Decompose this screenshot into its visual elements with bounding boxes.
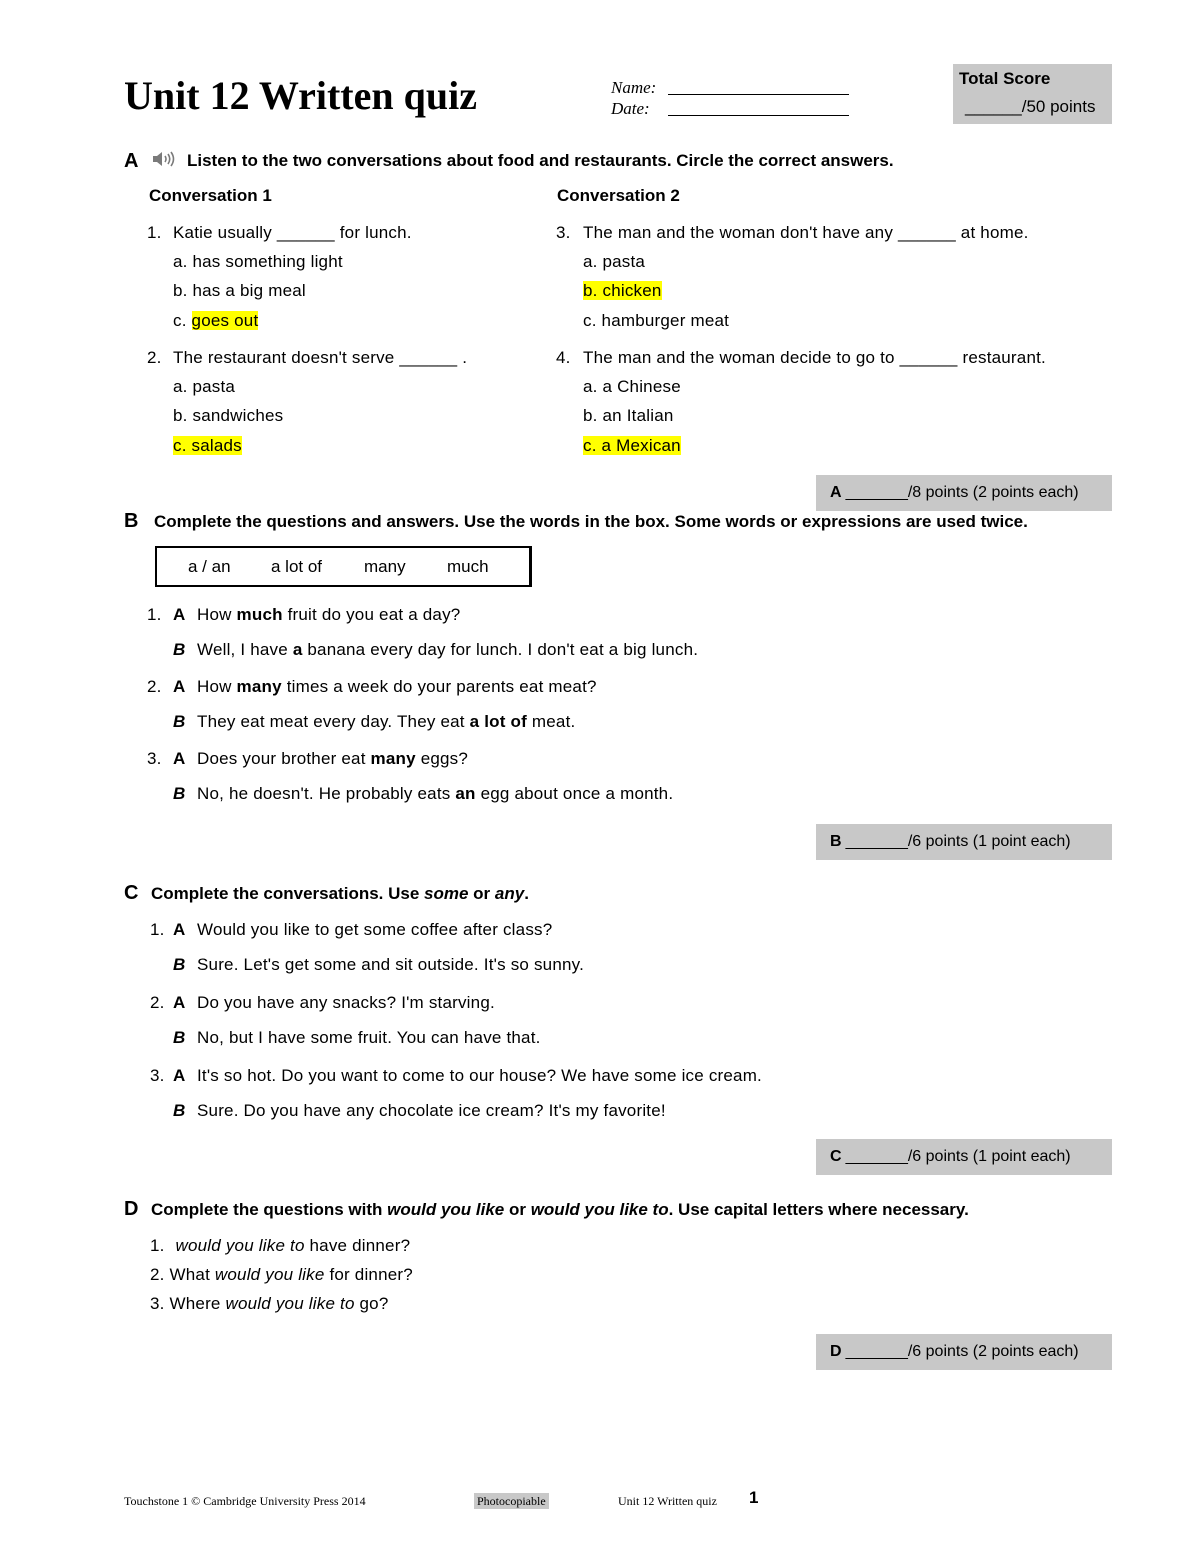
c-item-3-line-b bbox=[173, 1101, 666, 1121]
score-letter: B bbox=[830, 833, 842, 850]
question-2-option-c bbox=[173, 436, 242, 456]
speaker-b-label: B bbox=[173, 955, 186, 974]
text: No, he doesn't. He probably eats bbox=[197, 784, 456, 803]
c-item-1-number: 1. bbox=[150, 920, 165, 939]
text: They eat meat every day. They eat bbox=[197, 712, 470, 731]
b-item-3-line-b bbox=[173, 784, 673, 804]
question-4-stem: The man and the woman decide to go to ______ restaurant. bbox=[583, 348, 1046, 367]
speaker-icon bbox=[151, 149, 177, 169]
question-1-option-a: a. has something light bbox=[173, 252, 343, 271]
speaker-a-label: A bbox=[173, 605, 186, 624]
section-c-instruction bbox=[151, 884, 529, 904]
d-item-1 bbox=[150, 1236, 410, 1256]
name-line bbox=[668, 94, 849, 95]
c-item-2-line-a bbox=[173, 993, 495, 1013]
question-4-number: 4. bbox=[556, 348, 571, 367]
b-item-1-line-a bbox=[173, 605, 460, 625]
text: . Use capital letters where necessary. bbox=[668, 1200, 969, 1219]
word-box-item: a lot of bbox=[271, 557, 323, 576]
c-item-1-line-a bbox=[173, 920, 552, 940]
score-letter: A bbox=[830, 484, 842, 501]
highlighted-answer: b. chicken bbox=[583, 281, 662, 300]
speaker-a-label: A bbox=[173, 920, 186, 939]
answer: many bbox=[236, 677, 282, 696]
answer: many bbox=[370, 749, 416, 768]
question-1-option-c bbox=[173, 311, 258, 331]
date-line bbox=[668, 115, 849, 116]
text: Complete the questions with bbox=[151, 1200, 388, 1219]
answer: would you like to bbox=[225, 1294, 355, 1313]
speaker-a-label: A bbox=[173, 677, 186, 696]
answer: a bbox=[292, 640, 303, 659]
item-number: 3. bbox=[150, 1294, 165, 1313]
highlighted-answer: c. salads bbox=[173, 436, 242, 455]
highlighted-answer: c. a Mexican bbox=[583, 436, 681, 455]
text: Would you like to get some coffee after class? bbox=[197, 920, 553, 939]
question-1-stem: Katie usually ______ for lunch. bbox=[173, 223, 412, 242]
text: Sure. Do you have any chocolate ice cream? It's my favorite! bbox=[197, 1101, 666, 1120]
question-2-option-a: a. pasta bbox=[173, 377, 236, 396]
section-b-instruction: Complete the questions and answers. Use the words in the box. Some words or expressions are used twice. bbox=[154, 512, 1028, 531]
name-label: Name: bbox=[611, 78, 657, 97]
item-number: 2. bbox=[150, 1265, 165, 1284]
answer: a lot of bbox=[469, 712, 527, 731]
b-item-2-number: 2. bbox=[147, 677, 162, 696]
answer: would you like bbox=[214, 1265, 325, 1284]
footer-copyright: Touchstone 1 © Cambridge University Press 2014 bbox=[124, 1494, 366, 1508]
question-2-number: 2. bbox=[147, 348, 162, 367]
text: go? bbox=[354, 1294, 389, 1313]
c-item-2-number: 2. bbox=[150, 993, 165, 1012]
text: banana every day for lunch. I don't eat a big lunch. bbox=[302, 640, 699, 659]
score-text: _______/6 points (2 points each) bbox=[845, 1343, 1079, 1360]
text: would you like to bbox=[530, 1200, 669, 1219]
score-letter: C bbox=[830, 1148, 842, 1165]
text: or bbox=[504, 1200, 531, 1219]
question-4-option-c bbox=[583, 436, 681, 456]
text: How bbox=[197, 605, 237, 624]
c-item-1-line-b bbox=[173, 955, 584, 975]
text: or bbox=[468, 884, 495, 903]
text: Do you have any snacks? I'm starving. bbox=[197, 993, 495, 1012]
item-number: 1. bbox=[150, 1236, 165, 1255]
highlighted-answer: goes out bbox=[191, 311, 259, 330]
section-c-score-box bbox=[816, 1139, 1112, 1175]
question-2-option-b: b. sandwiches bbox=[173, 406, 284, 425]
text: Well, I have bbox=[197, 640, 293, 659]
speaker-a-label: A bbox=[173, 1066, 186, 1085]
text: . bbox=[524, 884, 529, 903]
d-item-3 bbox=[150, 1294, 389, 1314]
section-b-score-box bbox=[816, 824, 1112, 860]
total-score-box bbox=[953, 64, 1112, 124]
question-3-number: 3. bbox=[556, 223, 571, 242]
text: Does your brother eat bbox=[197, 749, 371, 768]
footer-unit: Unit 12 Written quiz bbox=[618, 1494, 717, 1508]
speaker-a-label: A bbox=[173, 993, 186, 1012]
page-number: 1 bbox=[749, 1488, 759, 1507]
text: eggs? bbox=[415, 749, 469, 768]
conversation-1-heading: Conversation 1 bbox=[149, 186, 272, 205]
section-a-instruction: Listen to the two conversations about food and restaurants. Circle the correct answers. bbox=[187, 151, 894, 170]
text: times a week do your parents eat meat? bbox=[281, 677, 597, 696]
b-item-3-line-a bbox=[173, 749, 468, 769]
text: It's so hot. Do you want to come to our house? We have some ice cream. bbox=[197, 1066, 762, 1085]
question-3-stem: The man and the woman don't have any ______ at home. bbox=[583, 223, 1029, 242]
section-d-instruction bbox=[151, 1200, 969, 1220]
text: would you like bbox=[387, 1200, 505, 1219]
section-d-letter: D bbox=[124, 1198, 139, 1220]
question-4-option-a: a. a Chinese bbox=[583, 377, 681, 396]
text: for dinner? bbox=[324, 1265, 413, 1284]
word-box bbox=[155, 546, 532, 587]
speaker-b-label: B bbox=[173, 1028, 186, 1047]
total-score-points: ______/50 points bbox=[965, 97, 1096, 116]
option-letter: c. bbox=[173, 311, 192, 330]
text: some bbox=[424, 884, 469, 903]
text: Complete the conversations. Use bbox=[151, 884, 425, 903]
text: Sure. Let's get some and sit outside. It's so sunny. bbox=[197, 955, 584, 974]
answer: an bbox=[455, 784, 476, 803]
word-box-item: much bbox=[447, 557, 489, 576]
photocopiable-label: Photocopiable bbox=[474, 1493, 549, 1509]
b-item-2-line-b bbox=[173, 712, 575, 732]
section-b-letter: B bbox=[124, 510, 139, 532]
b-item-1-line-b bbox=[173, 640, 698, 660]
word-box-item: a / an bbox=[188, 557, 231, 576]
speaker-b-label: B bbox=[173, 712, 186, 731]
text: meat. bbox=[526, 712, 576, 731]
text: Where bbox=[169, 1294, 226, 1313]
word-box-item: many bbox=[364, 557, 406, 576]
question-3-option-a: a. pasta bbox=[583, 252, 646, 271]
text: have dinner? bbox=[304, 1236, 411, 1255]
b-item-3-number: 3. bbox=[147, 749, 162, 768]
section-a-score-box bbox=[816, 475, 1112, 511]
speaker-b-label: B bbox=[173, 784, 186, 803]
text: fruit do you eat a day? bbox=[282, 605, 461, 624]
score-letter: D bbox=[830, 1343, 842, 1360]
question-3-option-b bbox=[583, 281, 662, 301]
c-item-2-line-b bbox=[173, 1028, 541, 1048]
section-c-letter: C bbox=[124, 882, 139, 904]
text: No, but I have some fruit. You can have that. bbox=[197, 1028, 541, 1047]
speaker-a-label: A bbox=[173, 749, 186, 768]
b-item-2-line-a bbox=[173, 677, 597, 697]
c-item-3-number: 3. bbox=[150, 1066, 165, 1085]
text: any bbox=[494, 884, 525, 903]
score-text: _______/8 points (2 points each) bbox=[845, 484, 1079, 501]
text: egg about once a month. bbox=[475, 784, 674, 803]
text: How bbox=[197, 677, 237, 696]
d-item-2 bbox=[150, 1265, 413, 1285]
conversation-2-heading: Conversation 2 bbox=[557, 186, 680, 205]
answer: would you like to bbox=[175, 1236, 305, 1255]
speaker-b-label: B bbox=[173, 640, 186, 659]
score-text: _______/6 points (1 point each) bbox=[845, 833, 1071, 850]
section-d-score-box bbox=[816, 1334, 1112, 1370]
question-2-stem: The restaurant doesn't serve ______ . bbox=[173, 348, 468, 367]
question-4-option-b: b. an Italian bbox=[583, 406, 674, 425]
b-item-1-number: 1. bbox=[147, 605, 162, 624]
answer: much bbox=[236, 605, 283, 624]
date-label: Date: bbox=[611, 99, 650, 118]
question-3-option-c: c. hamburger meat bbox=[583, 311, 730, 330]
page-title: Unit 12 Written quiz bbox=[124, 73, 477, 118]
c-item-3-line-a bbox=[173, 1066, 762, 1086]
score-text: _______/6 points (1 point each) bbox=[845, 1148, 1071, 1165]
total-score-label: Total Score bbox=[959, 69, 1051, 88]
question-1-option-b: b. has a big meal bbox=[173, 281, 306, 300]
section-a-letter: A bbox=[124, 150, 139, 172]
speaker-b-label: B bbox=[173, 1101, 186, 1120]
question-1-number: 1. bbox=[147, 223, 162, 242]
text: What bbox=[169, 1265, 215, 1284]
footer-photocopiable bbox=[474, 1494, 549, 1509]
